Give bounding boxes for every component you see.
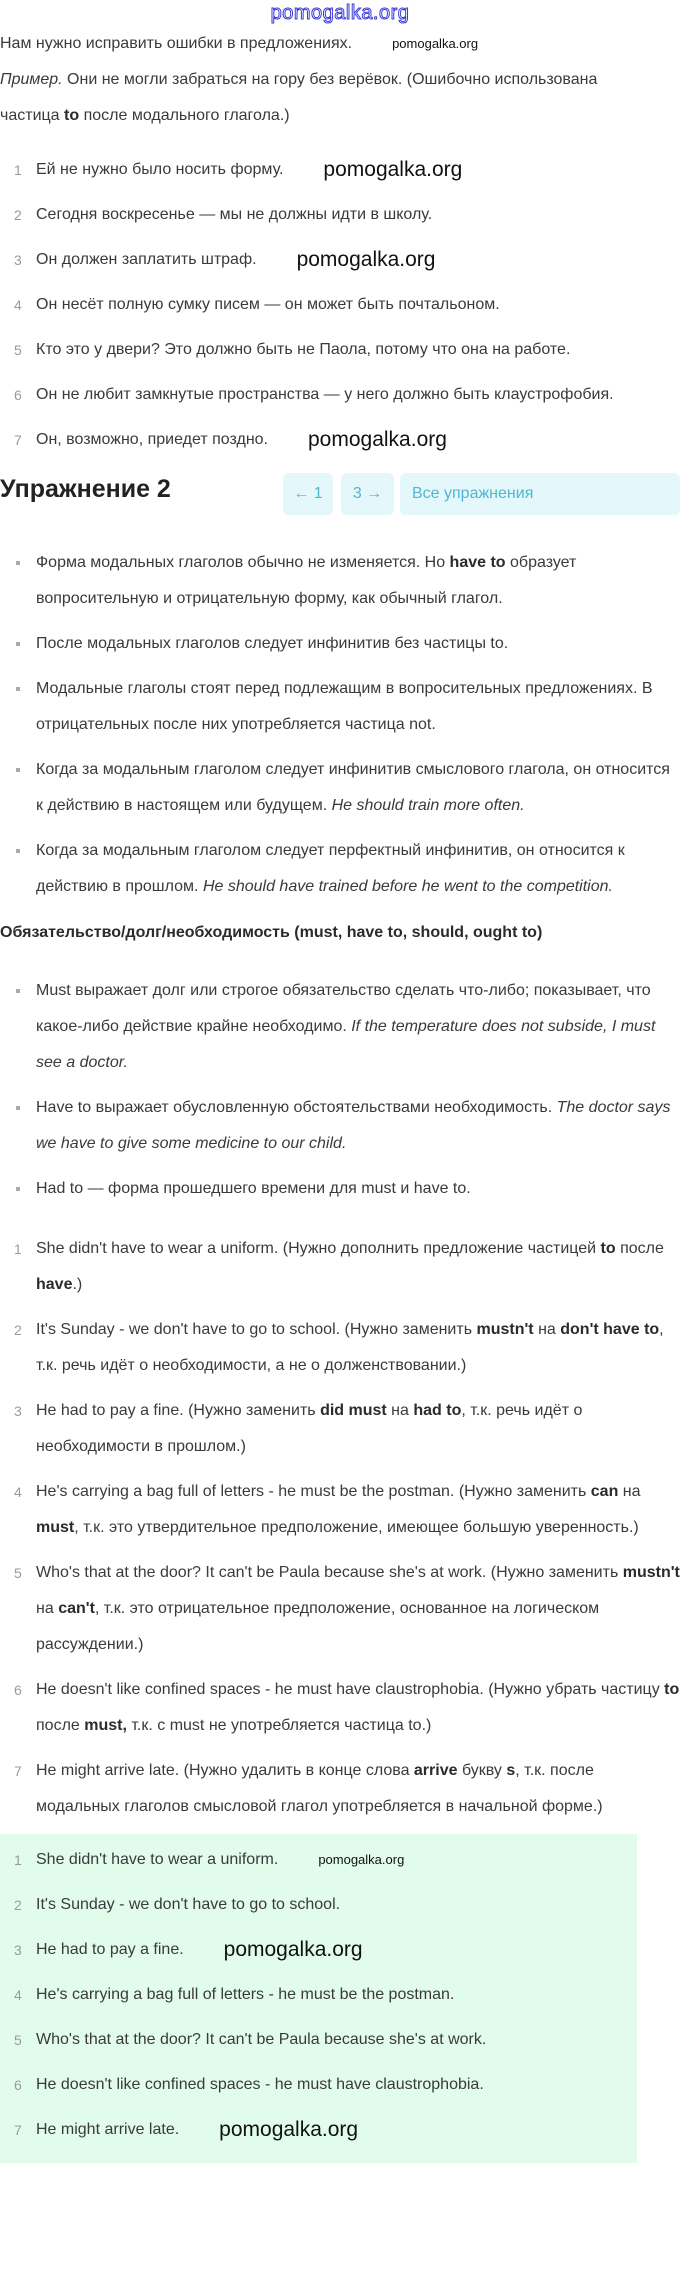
answer-item xyxy=(0,2067,637,2103)
text-segment: т.к. с must не употребляется частица to.) xyxy=(126,1717,432,1734)
bullet-icon xyxy=(16,642,20,646)
text-segment: Когда за модальным глаголом следует перфектный инфинитив, он относится к действию в прошлом. xyxy=(36,842,625,895)
bold-text: mustn't xyxy=(622,1564,680,1581)
bold-text: have xyxy=(36,1276,73,1293)
text-segment: Когда за модальным глаголом следует инфинитив смыслового глагола, он относится к действию в настоящем или будущем. xyxy=(36,761,670,814)
text-segment: , т.к. это утвердительное предположение, имеющее большую уверенность.) xyxy=(74,1519,639,1536)
bullet-icon xyxy=(16,768,20,772)
item-number: 3 xyxy=(14,1942,22,1958)
translation-item xyxy=(0,332,660,368)
next-exercise-button[interactable]: 3 → xyxy=(341,473,394,515)
bold-text: don't have to xyxy=(560,1321,660,1338)
task-text: Нам нужно исправить ошибки в предложениях. xyxy=(0,35,353,52)
item-number: 7 xyxy=(14,2122,22,2138)
watermark: pomogalka.org xyxy=(219,2117,359,2141)
bold-text: must xyxy=(36,1519,75,1536)
bold-text: must, xyxy=(84,1717,127,1734)
rule-item xyxy=(0,545,680,617)
italic-text: If the temperature does not subside, I must see a doctor. xyxy=(36,1018,656,1071)
answer-box xyxy=(0,1834,637,2163)
item-number: 3 xyxy=(14,252,22,268)
watermark: pomogalka.org xyxy=(392,36,479,51)
correction-item xyxy=(0,1312,680,1384)
text-segment: Они не могли забраться на гору без верёвок. (Ошибочно использована частица xyxy=(0,71,598,124)
text-segment: She didn't have to wear a uniform. xyxy=(36,1851,279,1868)
rule-item xyxy=(0,752,680,824)
item-number: 2 xyxy=(14,207,22,223)
text-segment: образует вопросительную и отрицательную форму, как обычный глагол. xyxy=(36,554,577,607)
item-number: 6 xyxy=(14,1682,22,1698)
text-segment: Ей не нужно было носить форму. xyxy=(36,161,284,178)
answer-item xyxy=(0,1932,637,1968)
text-segment: He might arrive late. xyxy=(36,2121,180,2138)
item-number: 4 xyxy=(14,1484,22,1500)
prev-exercise-button[interactable]: ← 1 xyxy=(283,473,333,515)
text-segment: .) xyxy=(72,1276,83,1293)
item-number: 6 xyxy=(14,387,22,403)
translation-item xyxy=(0,242,660,278)
text-segment: , т.к. речь идёт о необходимости в прошлом.) xyxy=(36,1402,583,1455)
item-number: 4 xyxy=(14,297,22,313)
rule-item xyxy=(0,973,680,1081)
answer-item xyxy=(0,1842,637,1878)
rules-list xyxy=(0,545,680,905)
item-number: 1 xyxy=(14,1241,22,1257)
text-segment: на xyxy=(386,1402,414,1419)
watermark: pomogalka.org xyxy=(323,157,463,181)
item-number: 5 xyxy=(14,1565,22,1581)
bold-text: did must xyxy=(320,1402,387,1419)
italic-text: The doctor says we have to give some medicine to our child. xyxy=(36,1099,671,1152)
text-segment: , т.к. речь идёт о необходимости, а не о долженствовании.) xyxy=(36,1321,664,1374)
translation-item xyxy=(0,152,660,188)
item-number: 2 xyxy=(14,1322,22,1338)
answer-item xyxy=(0,2112,637,2148)
translation-item xyxy=(0,287,660,323)
text-segment: He might arrive late. (Нужно удалить в конце слова xyxy=(36,1762,414,1779)
bold-text: to xyxy=(664,1681,680,1698)
text-segment: He's carrying a bag full of letters - he must be the postman. xyxy=(36,1986,455,2003)
rule-item xyxy=(0,671,680,743)
italic-text: He should have trained before he went to the competition. xyxy=(202,878,613,895)
italic-text: Пример. xyxy=(0,71,63,88)
text-segment: на xyxy=(36,1600,59,1617)
item-number: 5 xyxy=(14,2032,22,2048)
item-number: 5 xyxy=(14,342,22,358)
translation-list xyxy=(0,152,660,458)
obligation-rules xyxy=(0,973,680,1207)
text-segment: He doesn't like confined spaces - he must have claustrophobia. (Нужно убрать частицу xyxy=(36,1681,665,1698)
answers-list xyxy=(0,1834,637,2148)
site-logo[interactable]: pomogalka.org xyxy=(270,2,410,24)
bullet-icon xyxy=(16,1187,20,1191)
text-segment: , т.к. после модальных глаголов смысловой глагол употребляется в начальной форме.) xyxy=(36,1762,603,1815)
item-number: 6 xyxy=(14,2077,22,2093)
text-segment: , т.к. это отрицательное предположение, основанное на логическом рассуждении.) xyxy=(36,1600,600,1653)
bold-text: had to xyxy=(413,1402,462,1419)
item-number: 7 xyxy=(14,1763,22,1779)
answer-item xyxy=(0,2022,637,2058)
text-segment: Кто это у двери? Это должно быть не Паола, потому что она на работе. xyxy=(36,341,571,358)
text-segment: He had to pay a fine. (Нужно заменить xyxy=(36,1402,321,1419)
rule-item xyxy=(0,833,680,905)
watermark: pomogalka.org xyxy=(223,1937,363,1961)
text-segment: После модальных глаголов следует инфинитив без частицы to. xyxy=(36,635,509,652)
text-segment: после xyxy=(615,1240,664,1257)
bold-text: can xyxy=(590,1483,619,1500)
watermark: pomogalka.org xyxy=(308,427,447,451)
text-segment: Сегодня воскресенье — мы не должны идти в школу. xyxy=(36,206,433,223)
text-segment: It's Sunday - we don't have to go to school. (Нужно заменить xyxy=(36,1321,477,1338)
text-segment: Он не любит замкнутые пространства — у него должно быть клаустрофобия. xyxy=(36,386,614,403)
exercise-title: Упражнение 2 xyxy=(0,475,171,503)
item-number: 2 xyxy=(14,1897,22,1913)
bullet-icon xyxy=(16,989,20,993)
bullet-icon xyxy=(16,1106,20,1110)
text-segment: после xyxy=(36,1717,85,1734)
text-segment: Модальные глаголы стоят перед подлежащим в вопросительных предложениях. В отрицательных после них употребляется частица not. xyxy=(36,680,653,733)
bold-text: s xyxy=(506,1762,516,1779)
item-number: 4 xyxy=(14,1987,22,2003)
text-segment: Форма модальных глаголов обычно не изменяется. Но xyxy=(36,554,450,571)
italic-text: He should train more often. xyxy=(331,797,525,814)
item-number: 3 xyxy=(14,1403,22,1419)
bold-text: have to xyxy=(449,554,506,571)
bullet-icon xyxy=(16,849,20,853)
text-segment: Он должен заплатить штраф. xyxy=(36,251,257,268)
bold-text: arrive xyxy=(413,1762,458,1779)
bold-text: mustn't xyxy=(476,1321,534,1338)
all-exercises-button[interactable]: Все упражнения xyxy=(400,473,680,515)
translations-list xyxy=(0,152,660,458)
watermark: pomogalka.org xyxy=(318,1852,405,1867)
text-segment: Had to — форма прошедшего времени для must и have to. xyxy=(36,1180,471,1197)
text-segment: букву xyxy=(457,1762,507,1779)
rule-item xyxy=(0,1171,680,1207)
rule-item xyxy=(0,626,680,662)
task-intro xyxy=(0,26,640,134)
exercise-header xyxy=(0,467,680,519)
corrections-list xyxy=(0,1231,680,1825)
text-segment: на xyxy=(618,1483,641,1500)
text-segment: She didn't have to wear a uniform. (Нужно дополнить предложение частицей xyxy=(36,1240,601,1257)
item-number: 7 xyxy=(14,432,22,448)
correction-item xyxy=(0,1672,680,1744)
text-segment: после модального глагола.) xyxy=(79,107,290,124)
bold-text: can't xyxy=(58,1600,95,1617)
correction-item xyxy=(0,1231,680,1303)
text-segment: Он, возможно, приедет поздно. xyxy=(36,431,268,448)
translation-item xyxy=(0,377,660,413)
corrections-list xyxy=(0,1231,680,1825)
text-segment: He's carrying a bag full of letters - he must be the postman. (Нужно заменить xyxy=(36,1483,591,1500)
answer-item xyxy=(0,1977,637,2013)
text-segment: Who's that at the door? It can't be Paula because she's at work. (Нужно заменить xyxy=(36,1564,623,1581)
correction-item xyxy=(0,1393,680,1465)
correction-item xyxy=(0,1555,680,1663)
translation-item xyxy=(0,422,660,458)
text-segment: Must выражает долг или строгое обязательство сделать что-либо; показывает, что какое-либо действие крайне необходимо. xyxy=(36,982,651,1035)
translation-item xyxy=(0,197,660,233)
bold-text: to xyxy=(600,1240,616,1257)
bullet-icon xyxy=(16,561,20,565)
bold-text: to xyxy=(64,107,80,124)
rule-item xyxy=(0,1090,680,1162)
task-example xyxy=(0,62,640,134)
grammar-rules xyxy=(0,545,680,905)
rules2-list xyxy=(0,973,680,1207)
item-number: 1 xyxy=(14,162,22,178)
item-number: 1 xyxy=(14,1852,22,1868)
text-segment: It's Sunday - we don't have to go to school. xyxy=(36,1896,341,1913)
text-segment: Have to выражает обусловленную обстоятельствами необходимость. xyxy=(36,1099,557,1116)
watermark: pomogalka.org xyxy=(296,247,436,271)
text-segment: He had to pay a fine. xyxy=(36,1941,184,1958)
correction-item xyxy=(0,1474,680,1546)
text-segment: на xyxy=(533,1321,561,1338)
text-segment: Who's that at the door? It can't be Paula because she's at work. xyxy=(36,2031,487,2048)
bullet-icon xyxy=(16,687,20,691)
text-segment: Он несёт полную сумку писем — он может быть почтальоном. xyxy=(36,296,500,313)
text-segment: He doesn't like confined spaces - he must have claustrophobia. xyxy=(36,2076,484,2093)
answer-item xyxy=(0,1887,637,1923)
correction-item xyxy=(0,1753,680,1825)
section-subheading: Обязательство/долг/необходимость (must, have to, should, ought to) xyxy=(0,924,543,941)
